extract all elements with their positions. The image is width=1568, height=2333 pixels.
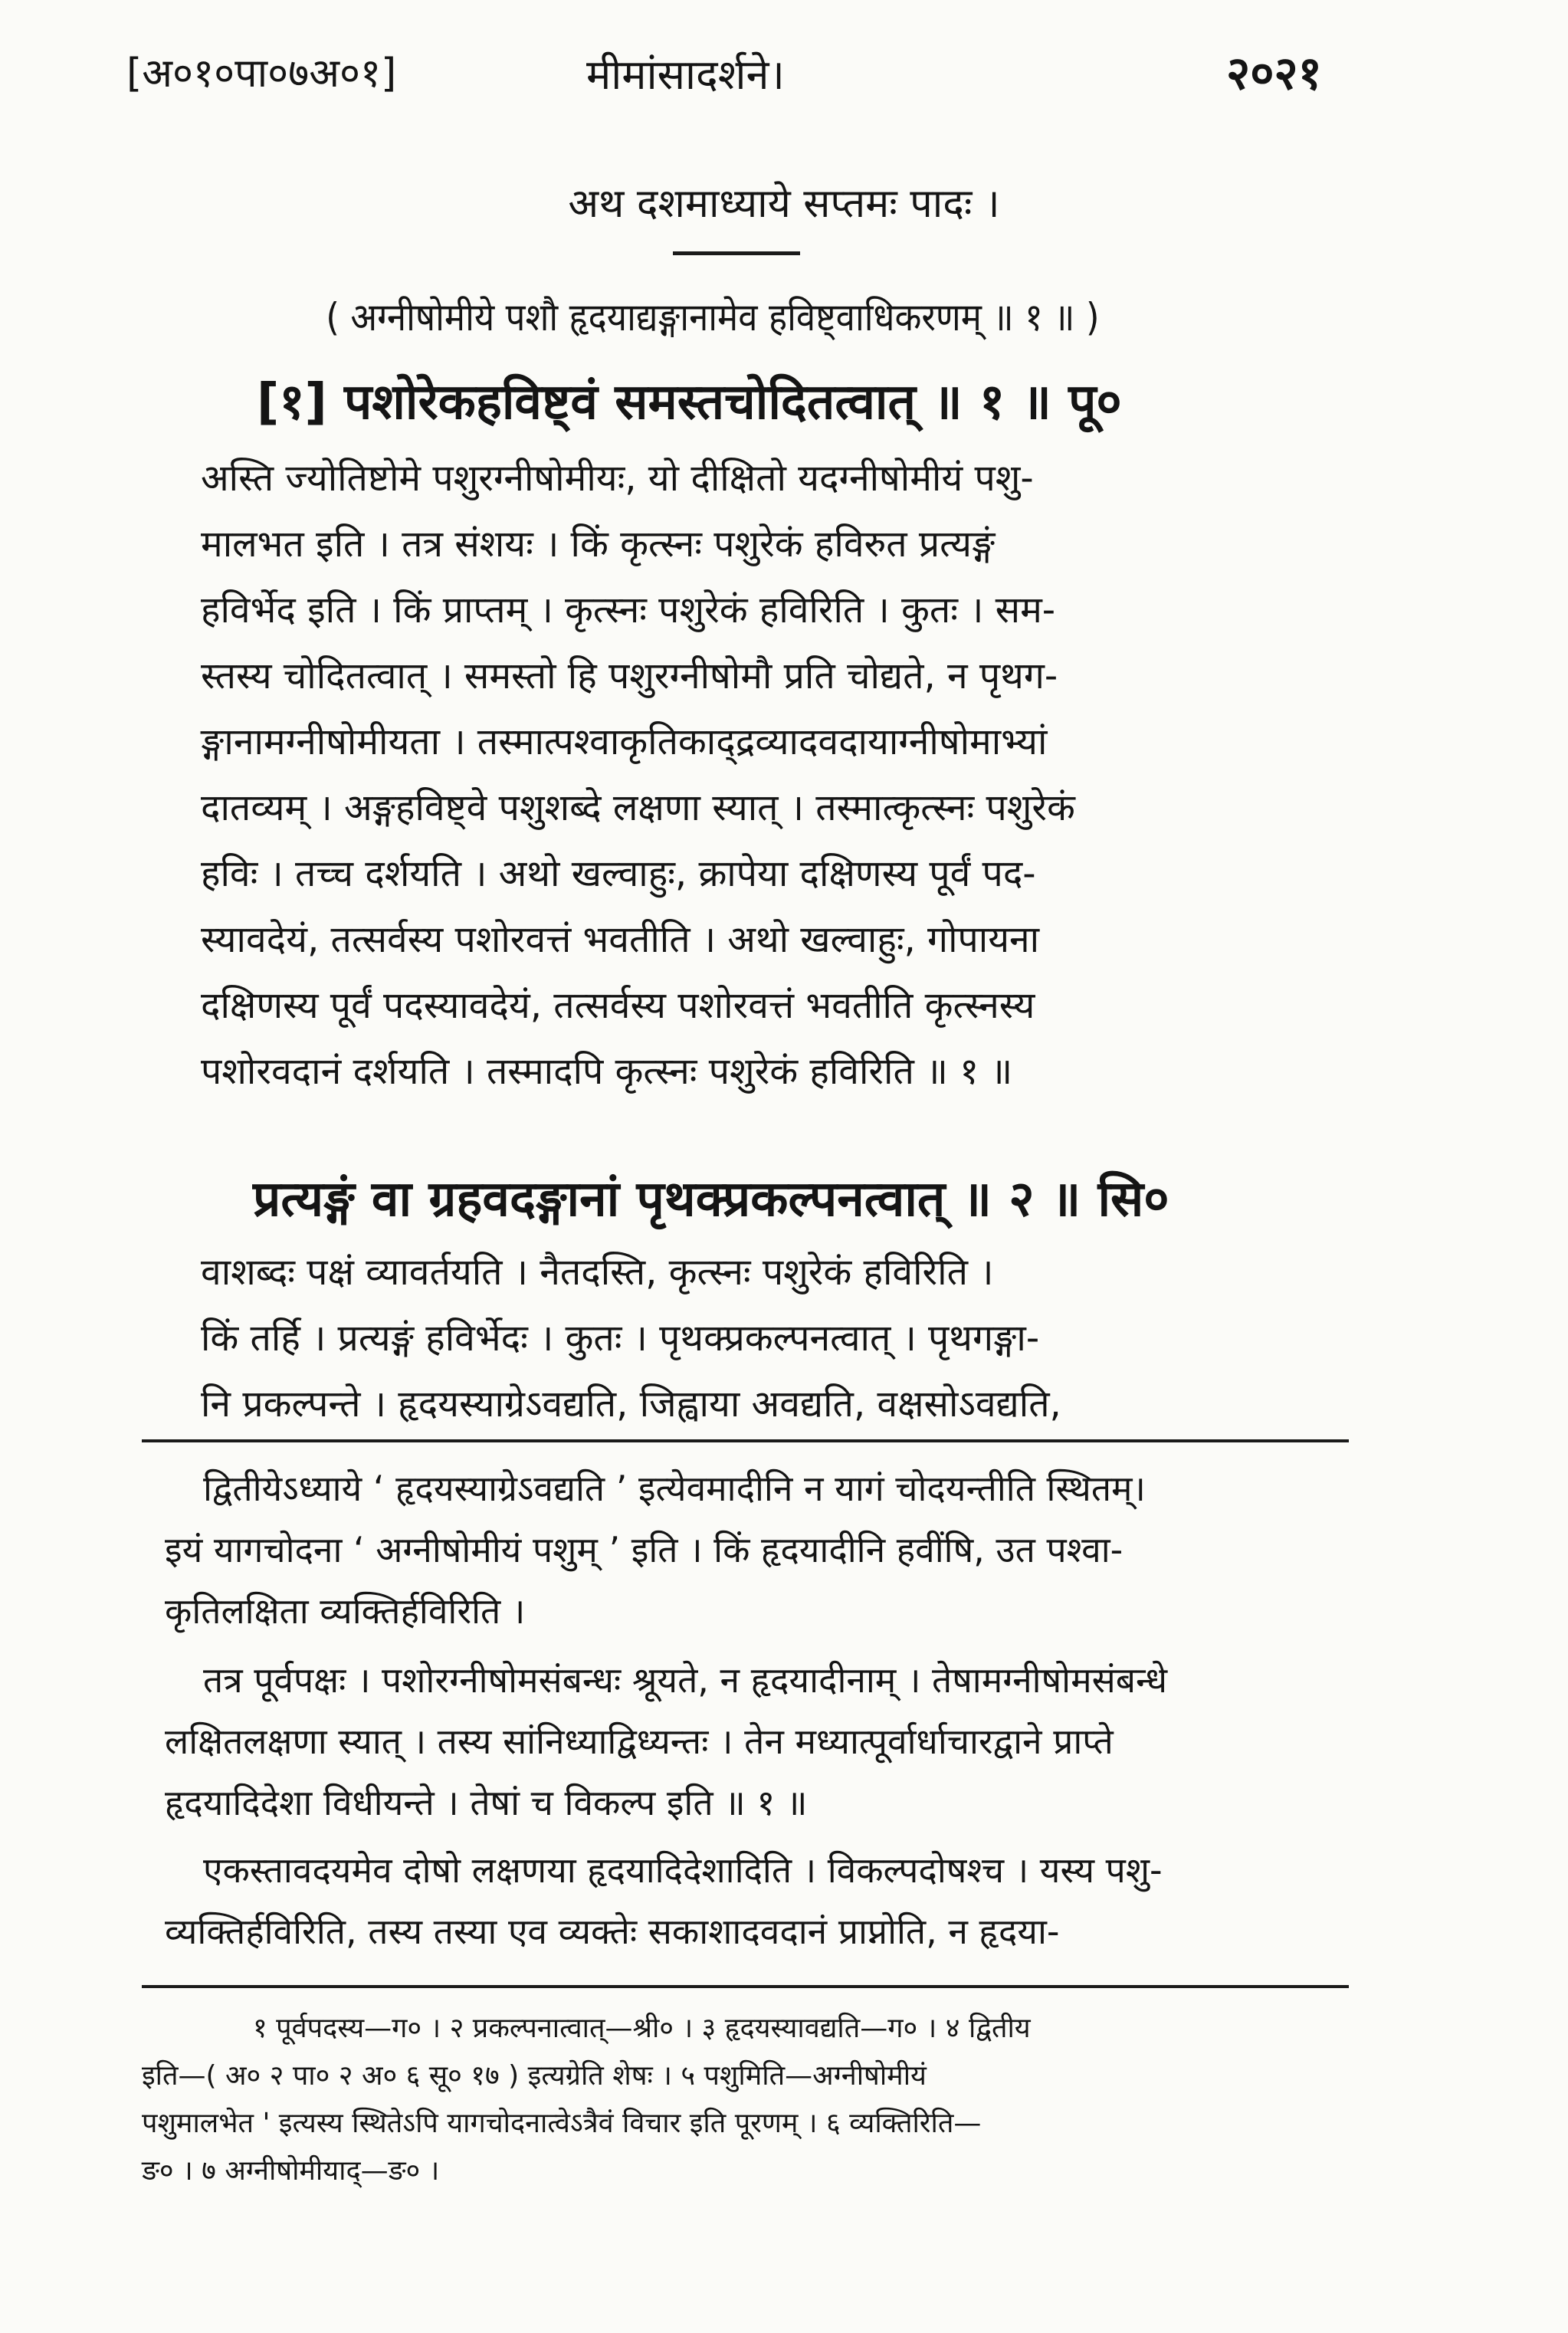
- commentary-divider: [142, 1439, 1349, 1442]
- bhashya-line: स्यावदेयं, तत्सर्वस्य पशोरवत्तं भवतीति । अथो खल्वाहुः, गोपायना: [201, 918, 1040, 961]
- heading-divider: [673, 251, 800, 255]
- footnote-divider: [142, 1985, 1349, 1988]
- footnote-line: पशुमालभेत ' इत्यस्य स्थितेऽपि यागचोदनात्वेऽत्रैवं विचार इति पूरणम् । ६ व्यक्तिरिति—: [142, 2108, 982, 2139]
- bhashya-line: स्तस्य चोदितत्वात् । समस्तो हि पशुरग्नीषोमौ प्रति चोद्यते, न पृथग-: [201, 655, 1058, 697]
- bhashya-line: नि प्रकल्पन्ते । हृदयस्याग्रेऽवद्यति, जिह्वाया अवद्यति, वक्षसोऽवद्यति,: [201, 1383, 1061, 1426]
- bhashya-line: दक्षिणस्य पूर्वं पदस्यावदेयं, तत्सर्वस्य पशोरवत्तं भवतीति कृत्स्नस्य: [201, 984, 1035, 1027]
- vritti-line: तत्र पूर्वपक्षः । पशोरग्नीषोमसंबन्धः श्रूयते, न हृदयादीनाम् । तेषामग्नीषोमसंबन्धे: [203, 1659, 1168, 1701]
- sutra-1: [१] पशोरेकहविष्ट्वं समस्तचोदितत्वात् ॥ १ ॥ पू०: [257, 374, 1122, 431]
- vritti-line: व्यक्तिर्हविरिति, तस्य तस्या एव व्यक्तेः सकाशादवदानं प्राप्नोति, न हृदया-: [165, 1911, 1060, 1952]
- adhikarana-title: ( अग्नीषोमीये पशौ हृदयाद्यङ्गानामेव हविष्ट्वाधिकरणम् ॥ १ ॥ ): [326, 295, 1100, 340]
- vritti-line: लक्षितलक्षणा स्यात् । तस्य सांनिध्याद्विध्यन्तः । तेन मध्यात्पूर्वार्धाचारद्वाने प्राप्ते: [165, 1721, 1114, 1762]
- footnote-line: इति—( अ० २ पा० २ अ० ६ सू० १७ ) इत्यग्रेति शेषः । ५ पशुमिति—अग्नीषोमीयं: [142, 2060, 927, 2092]
- chapter-heading: अथ दशमाध्याये सप्तमः पादः ।: [568, 181, 1000, 227]
- bhashya-line: मालभत इति । तत्र संशयः । किं कृत्स्नः पशुरेकं हविरुत प्रत्यङ्गं: [201, 523, 996, 566]
- bhashya-line: किं तर्हि । प्रत्यङ्गं हविर्भेदः । कुतः । पृथक्प्रकल्पनत्वात् । पृथगङ्गा-: [201, 1317, 1040, 1360]
- bhashya-line: हविः । तच्च दर्शयति । अथो खल्वाहुः, क्रापेया दक्षिणस्य पूर्वं पद-: [201, 852, 1036, 895]
- page-number: २०२१: [1226, 47, 1322, 100]
- chapter-reference: [अ०१०पा०७अ०१]: [126, 51, 397, 97]
- footnote-line: ङ० । ७ अग्नीषोमीयाद्—ङ० ।: [142, 2155, 440, 2187]
- bhashya-line: वाशब्दः पक्षं व्यावर्तयति । नैतदस्ति, कृत्स्नः पशुरेकं हविरिति ।: [201, 1251, 994, 1294]
- sutra-2: प्रत्यङ्गं वा ग्रहवदङ्गानां पृथक्प्रकल्पनत्वात् ॥ २ ॥ सि०: [253, 1171, 1169, 1228]
- vritti-line: कृतिलक्षिता व्यक्तिर्हविरिति ।: [165, 1590, 526, 1632]
- bhashya-line: हविर्भेद इति । किं प्राप्तम् । कृत्स्नः पशुरेकं हविरिति । कुतः । सम-: [201, 589, 1056, 632]
- bhashya-line: ङ्गानामग्नीषोमीयता । तस्मात्पश्वाकृतिकाद्द्रव्यादवदायाग्नीषोमाभ्यां: [201, 720, 1048, 763]
- vritti-line: हृदयादिदेशा विधीयन्ते । तेषां च विकल्प इति ॥ १ ॥: [165, 1782, 808, 1823]
- vritti-line: इयं यागचोदना ‘ अग्नीषोमीयं पशुम् ’ इति । किं हृदयादीनि हवींषि, उत पश्वा-: [165, 1529, 1124, 1570]
- vritti-line: एकस्तावदयमेव दोषो लक्षणया हृदयादिदेशादिति । विकल्पदोषश्च । यस्य पशु-: [203, 1849, 1163, 1891]
- bhashya-line: पशोरवदानं दर्शयति । तस्मादपि कृत्स्नः पशुरेकं हविरिति ॥ १ ॥: [201, 1050, 1013, 1093]
- bhashya-line: दातव्यम् । अङ्गहविष्ट्वे पशुशब्दे लक्षणा स्यात् । तस्मात्कृत्स्नः पशुरेकं: [201, 786, 1075, 829]
- vritti-line: द्वितीयेऽध्याये ‘ हृदयस्याग्रेऽवद्यति ’ इत्येवमादीनि न यागं चोदयन्तीति स्थितम्।: [203, 1468, 1146, 1509]
- running-title: मीमांसादर्शने।: [586, 51, 785, 99]
- footnote-line: १ पूर्वपदस्य—ग० । २ प्रकल्पनात्वात्—श्री० । ३ हृदयस्यावद्यति—ग० । ४ द्वितीय: [253, 2013, 1031, 2044]
- bhashya-line: अस्ति ज्योतिष्टोमे पशुरग्नीषोमीयः, यो दीक्षितो यदग्नीषोमीयं पशु-: [201, 457, 1034, 500]
